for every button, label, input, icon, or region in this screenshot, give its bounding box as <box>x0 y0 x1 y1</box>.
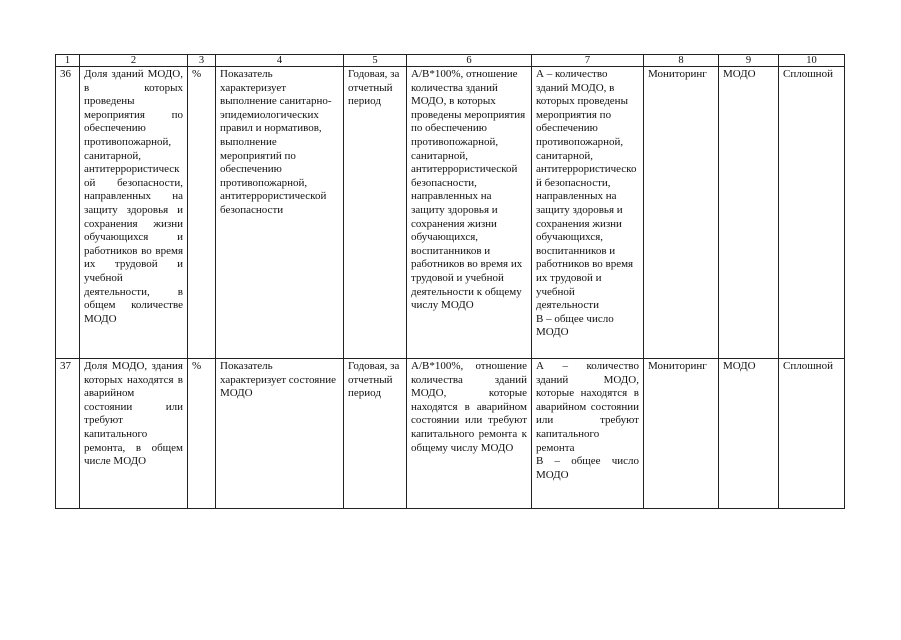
indicator-table <box>55 54 845 509</box>
coverage: Сплошной <box>779 359 845 509</box>
unit: % <box>188 67 216 359</box>
col-header: 8 <box>644 55 719 67</box>
col-header: 5 <box>344 55 407 67</box>
indicator-description: Показатель характеризует выполнение санитарно-эпидемиологических правил и нормативов, выполнение мероприятий по обеспечению противопожарной, антитеррористической безопасности <box>216 67 344 359</box>
col-header: 6 <box>407 55 532 67</box>
formula-variables: А – количество зданий МОДО, которые находятся в аварийном состоянии или требуют капитального ремонта В – общее число МОДО <box>532 359 644 509</box>
col-header: 7 <box>532 55 644 67</box>
table-row <box>56 359 845 509</box>
col-header: 3 <box>188 55 216 67</box>
periodicity: Годовая, за отчетный период <box>344 359 407 509</box>
col-header: 9 <box>719 55 779 67</box>
row-number: 37 <box>56 359 80 509</box>
col-header: 2 <box>80 55 188 67</box>
col-header: 10 <box>779 55 845 67</box>
col-header: 4 <box>216 55 344 67</box>
header-row <box>56 55 845 67</box>
collection-method: Мониторинг <box>644 359 719 509</box>
formula-variables: А – количество зданий МОДО, в которых проведены мероприятия по обеспечению противопожарной, санитарной, антитеррористической безопасности, направленных на защиту здоровья и сохранения жизни обучающихся, воспитанников и работников во время их трудовой и учебной деятельности В – общее число МОДО <box>532 67 644 359</box>
coverage: Сплошной <box>779 67 845 359</box>
indicator-name: Доля зданий МОДО, в которых проведены мероприятия по обеспечению противопожарной, санитарной, антитеррористической безопасности, направленных на защиту здоровья и сохранения жизни обучающихся и работников во время их трудовой и учебной деятельности, в общем количестве МОДО <box>80 67 188 359</box>
row-number: 36 <box>56 67 80 359</box>
calculation-formula: A/B*100%, отношение количества зданий МОДО, в которых проведены мероприятия по обеспечению противопожарной, санитарной, антитеррористической безопасности, направленных на защиту здоровья и сохранения жизни обучающихся, воспитанников и работников во время их трудовой и учебной деятельности к общему числу МОДО <box>407 67 532 359</box>
unit: % <box>188 359 216 509</box>
col-header: 1 <box>56 55 80 67</box>
data-source: МОДО <box>719 359 779 509</box>
calculation-formula: A/B*100%, отношение количества зданий МОДО, которые находятся в аварийном состоянии или требуют капитального ремонта к общему числу МОДО <box>407 359 532 509</box>
table-row <box>56 67 845 359</box>
data-source: МОДО <box>719 67 779 359</box>
collection-method: Мониторинг <box>644 67 719 359</box>
indicator-description: Показатель характеризует состояние МОДО <box>216 359 344 509</box>
indicator-name: Доля МОДО, здания которых находятся в аварийном состоянии или требуют капитального ремонта, в общем числе МОДО <box>80 359 188 509</box>
periodicity: Годовая, за отчетный период <box>344 67 407 359</box>
